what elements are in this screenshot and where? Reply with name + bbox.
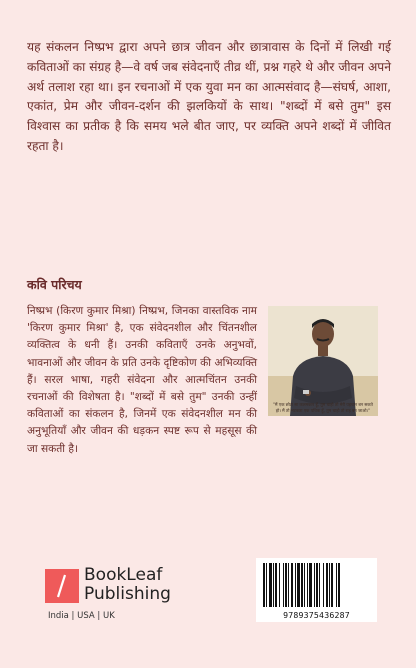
book-blurb: यह संकलन निष्प्रभ द्वारा अपने छात्र जीवन और छात्रावास के दिनों में लिखी गई कविताओं का संग्रह है—वे वर्ष जब संवेदनाएँ तीव्र थीं, प्रश्न गहरे थे और जीवन अपने अर्थ तलाश रहा था। इन रचनाओं में एक युवा मन का आत्मसंवाद है—संघर्ष, आशा, एकांत, प्रेम और जीवन-दर्शन की झलकियों के साथ। "शब्दों में बसे तुम" इस विश्वास का प्रतीक है कि समय भले बीत जाए, पर व्यक्ति अपने शब्दों में जीवित रहता है। xyxy=(27,40,391,153)
author-heading: कवि परिचय xyxy=(27,277,82,292)
barcode-icon xyxy=(263,563,370,607)
publisher-name-line1: BookLeaf xyxy=(84,565,163,585)
bookleaf-logo-icon xyxy=(45,569,79,603)
photo-caption: "मैं एक छोटा सा कलमकार हूँ, तुम चाहो तो मेरी पहचान बन सकते हो। मैं तो भटकता एक पथिक हूँ, तुम चाहो तो राह बन जाओ।" xyxy=(273,402,373,413)
author-bio: निष्प्रभ (किरण कुमार मिश्रा) निष्प्रभ, जिनका वास्तविक नाम 'किरण कुमार मिश्रा' है, एक संवेदनशील और चिंतनशील व्यक्तित्व के धनी हैं। उनकी कविताएँ उनके अनुभवों, भावनाओं और जीवन के प्रति उनके दृष्टिकोण की अभिव्यक्ति हैं। सरल भाषा, गहरी संवेदना और आत्मचिंतन उनकी रचनाओं की विशेषता है। "शब्दों में बसे तुम" उनकी उन्हीं कविताओं का संकलन है, जिनमें एक संवेदनशील मन की अनुभूतियाँ और जीवन की धड़कन स्पष्ट रूप से महसूस की जा सकती है। xyxy=(27,305,257,455)
isbn-number: 9789375436287 xyxy=(283,610,350,620)
author-photo xyxy=(268,306,378,416)
isbn-barcode xyxy=(256,558,377,622)
publisher-logo xyxy=(45,567,185,627)
author-portrait-icon xyxy=(268,306,378,416)
publisher-regions: India | USA | UK xyxy=(48,611,115,621)
publisher-name-line2: Publishing xyxy=(84,584,171,604)
